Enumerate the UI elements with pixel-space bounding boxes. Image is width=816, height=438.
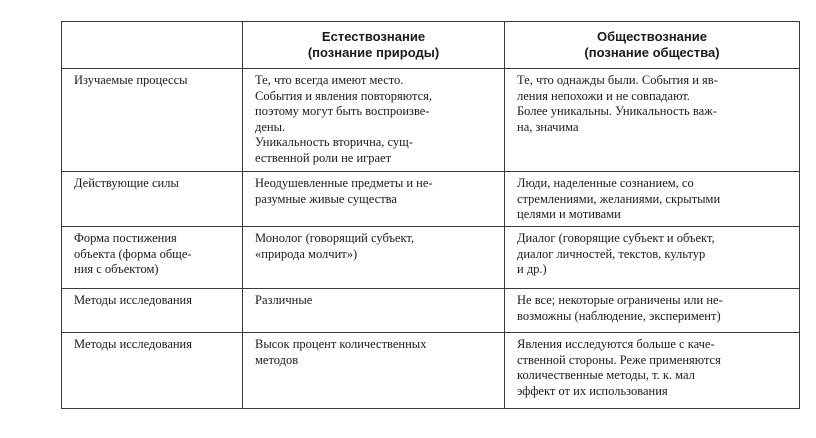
header-line: (познание природы) <box>307 45 440 60</box>
cell-line: «природа молчит») <box>255 246 358 261</box>
row-label-cell <box>62 333 243 409</box>
society-cell <box>505 227 800 289</box>
cell-line: объекта (форма обще- <box>74 246 192 261</box>
cell-line: возможны (наблюдение, эксперимент) <box>517 308 721 323</box>
table-row <box>62 172 800 227</box>
nature-cell <box>243 172 505 227</box>
cell-line: и др.) <box>517 262 547 277</box>
cell-line: Различные <box>255 293 313 307</box>
society-cell <box>505 69 800 172</box>
cell-line: Неодушевленные предметы и не- <box>255 176 433 190</box>
cell-line: Методы исследования <box>74 293 192 307</box>
cell-line: Уникальность вторична, сущ- <box>255 135 413 150</box>
cell-line: Те, что всегда имеют место. <box>255 73 404 87</box>
society-cell <box>505 289 800 333</box>
cell-line: Явления исследуются больше с каче- <box>517 337 715 351</box>
cell-line: Методы исследования <box>74 337 192 351</box>
cell-line: ния с объектом) <box>74 262 159 277</box>
cell-line: Диалог (говорящие субъект и объект, <box>517 231 715 245</box>
table-header-row <box>62 22 800 69</box>
cell-line: стремлениями, желаниями, скрытыми <box>517 191 721 206</box>
cell-line: Изучаемые процессы <box>74 73 188 87</box>
header-line: Обществознание <box>597 29 707 44</box>
nature-cell <box>243 333 505 409</box>
row-label-cell <box>62 69 243 172</box>
cell-line: методов <box>255 352 299 367</box>
cell-line: целями и мотивами <box>517 207 621 222</box>
cell-line: Действующие силы <box>74 176 179 190</box>
cell-line: Монолог (говорящий субъект, <box>255 231 415 245</box>
table-row <box>62 289 800 333</box>
row-label-cell <box>62 227 243 289</box>
cell-line: разумные живые существа <box>255 191 397 206</box>
cell-line: дены. <box>255 119 286 134</box>
header-line: (познание общества) <box>584 45 720 60</box>
cell-line: События и явления повторяются, <box>255 88 433 103</box>
comparison-table <box>61 21 800 409</box>
cell-line: Те, что однажды были. События и яв- <box>517 73 718 87</box>
cell-line: эффект от их использования <box>517 383 668 398</box>
table-row <box>62 333 800 409</box>
cell-line: Более уникальны. Уникальность важ- <box>517 104 717 119</box>
row-label-cell <box>62 289 243 333</box>
table-row <box>62 69 800 172</box>
row-label-cell <box>62 172 243 227</box>
society-cell <box>505 172 800 227</box>
header-line: Естествознание <box>321 29 426 44</box>
cell-line: ественной роли не играет <box>255 150 392 165</box>
cell-line: поэтому могут быть воспроизве- <box>255 104 430 119</box>
nature-cell <box>243 69 505 172</box>
header-natural-science <box>243 22 505 69</box>
header-corner-cell <box>62 22 243 69</box>
cell-line: на, значима <box>517 119 579 134</box>
nature-cell <box>243 289 505 333</box>
society-cell <box>505 333 800 409</box>
cell-line: диалог личностей, текстов, культур <box>517 246 706 261</box>
cell-line: ления непохожи и не совпадают. <box>517 88 690 103</box>
cell-line: ственной стороны. Реже применяются <box>517 352 721 367</box>
table-row <box>62 227 800 289</box>
header-social-science <box>505 22 800 69</box>
cell-line: количественные методы, т. к. мал <box>517 368 695 383</box>
cell-line: Высок процент количественных <box>255 337 427 351</box>
cell-line: Форма постижения <box>74 231 177 245</box>
nature-cell <box>243 227 505 289</box>
cell-line: Люди, наделенные сознанием, со <box>517 176 694 190</box>
cell-line: Не все; некоторые ограничены или не- <box>517 293 723 307</box>
